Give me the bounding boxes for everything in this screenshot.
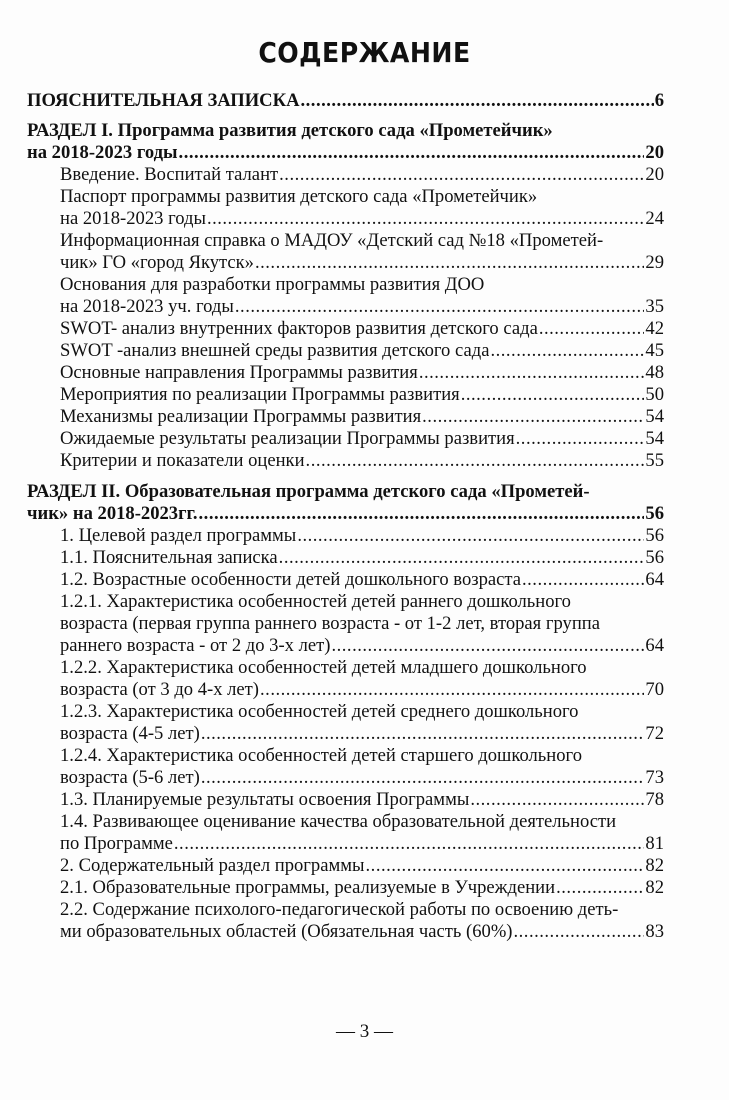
toc-section-entry[interactable]	[27, 120, 664, 164]
toc-entry-text: РАЗДЕЛ I. Программа развития детского сада «Прометейчик»	[27, 120, 553, 141]
dot-leader	[201, 767, 645, 789]
toc-entry[interactable]	[27, 701, 664, 745]
toc-entry-text: по Программе	[60, 833, 173, 854]
toc-entry[interactable]	[27, 745, 664, 789]
toc-page-number: 72	[645, 723, 664, 744]
toc-entry[interactable]	[27, 274, 664, 318]
dot-leader	[207, 208, 644, 230]
toc-entry-text: ми образовательных областей (Обязательная часть (60%)	[60, 921, 513, 942]
toc-entry[interactable]	[27, 230, 664, 274]
toc-page-number: 20	[645, 164, 664, 185]
dot-leader	[490, 340, 644, 362]
toc-entry[interactable]	[27, 384, 664, 406]
dot-leader	[297, 525, 644, 547]
toc-page-number: 64	[645, 635, 664, 656]
toc-page-number: 73	[645, 767, 664, 788]
toc-entry-text: ПОЯСНИТЕЛЬНАЯ ЗАПИСКА	[27, 90, 300, 111]
toc-page-number: 56	[645, 525, 664, 546]
dot-leader	[306, 450, 645, 472]
toc-entry-text: Основания для разработки программы развития ДОО	[60, 274, 485, 295]
dot-leader	[255, 252, 644, 274]
toc-entry-text: 1.2.1. Характеристика особенностей детей раннего дошкольного	[60, 591, 571, 612]
toc-entry[interactable]	[27, 811, 664, 855]
toc-page-number: 82	[645, 855, 664, 876]
dot-leader	[366, 855, 645, 877]
toc-entry[interactable]	[27, 186, 664, 230]
toc-section-entry[interactable]	[27, 90, 664, 112]
toc-entry-text: возраста (5-6 лет)	[60, 767, 200, 788]
toc-entry[interactable]	[27, 428, 664, 450]
toc-entry-text: Механизмы реализации Программы развития	[60, 406, 422, 427]
toc-entry-text: 1.2.2. Характеристика особенностей детей младшего дошкольного	[60, 657, 587, 678]
toc-page-number: 83	[645, 921, 664, 942]
dot-leader	[419, 362, 645, 384]
toc-page-number: 64	[645, 569, 664, 590]
toc-entry-text: чик» на 2018-2023гг.	[27, 503, 198, 524]
dot-leader	[422, 406, 644, 428]
toc-entry-text: раннего возраста - от 2 до 3-х лет)	[60, 635, 331, 656]
toc-page-number: 78	[645, 789, 664, 810]
table-of-contents	[27, 90, 664, 943]
toc-entry-text: на 2018-2023 годы	[60, 208, 206, 229]
toc-entry-text: 1.3. Планируемые результаты освоения Программы	[60, 789, 470, 810]
toc-page-number: 24	[645, 208, 664, 229]
dot-leader	[279, 164, 644, 186]
dot-leader	[470, 789, 644, 811]
toc-entry-text: 1.2.3. Характеристика особенностей детей среднего дошкольного	[60, 701, 579, 722]
page-number: — 3 —	[336, 1021, 393, 1042]
dot-leader	[174, 833, 645, 855]
toc-entry-text: Мероприятия по реализации Программы развития	[60, 384, 460, 405]
dot-leader	[556, 877, 644, 899]
toc-entry[interactable]	[27, 657, 664, 701]
toc-page-number: 81	[645, 833, 664, 854]
toc-entry-text: возраста (4-5 лет)	[60, 723, 200, 744]
toc-entry-text: Информационная справка о МАДОУ «Детский сад №18 «Прометей-	[60, 230, 604, 251]
toc-entry-text: на 2018-2023 годы	[27, 142, 178, 163]
toc-page-number: 54	[645, 428, 664, 449]
page-title: СОДЕРЖАНИЕ	[258, 36, 471, 69]
toc-entry-text: 1. Целевой раздел программы	[60, 525, 297, 546]
toc-entry[interactable]	[27, 547, 664, 569]
toc-page-number: 42	[645, 318, 664, 339]
toc-entry-text: Введение. Воспитай талант	[60, 164, 279, 185]
toc-section-entry[interactable]	[27, 481, 664, 525]
toc-entry[interactable]	[27, 450, 664, 472]
toc-entry-text: 1.2.4. Характеристика особенностей детей старшего дошкольного	[60, 745, 582, 766]
toc-entry[interactable]	[27, 899, 664, 943]
dot-leader	[260, 679, 644, 701]
toc-entry-text: чик» ГО «город Якутск»	[60, 252, 254, 273]
toc-entry-text: Ожидаемые результаты реализации Программы развития	[60, 428, 515, 449]
toc-page-number: 20	[645, 142, 664, 163]
dot-leader	[331, 635, 644, 657]
toc-page-number: 82	[645, 877, 664, 898]
toc-entry-text: 2. Содержательный раздел программы	[60, 855, 365, 876]
dot-leader	[461, 384, 645, 406]
toc-entry-text: 1.4. Развивающее оценивание качества образовательной деятельности	[60, 811, 617, 832]
toc-entry-text: Критерии и показатели оценки	[60, 450, 305, 471]
dot-leader	[514, 921, 645, 943]
toc-entry-text: возраста (первая группа раннего возраста - от 1-2 лет, вторая группа	[60, 613, 600, 634]
dot-leader	[516, 428, 645, 450]
toc-entry-text: Паспорт программы развития детского сада «Прометейчик»	[60, 186, 538, 207]
toc-page-number: 6	[654, 90, 664, 111]
toc-page-number: 29	[645, 252, 664, 273]
toc-page-number: 70	[645, 679, 664, 700]
toc-page-number: 54	[645, 406, 664, 427]
toc-entry-text: SWOT- анализ внутренних факторов развития детского сада	[60, 318, 538, 339]
toc-entry-text: РАЗДЕЛ II. Образовательная программа детского сада «Прометей-	[27, 481, 590, 502]
toc-entry[interactable]	[27, 340, 664, 362]
toc-page-number: 56	[645, 503, 664, 524]
toc-page-number: 45	[645, 340, 664, 361]
toc-entry-text: 2.2. Содержание психолого-педагогической работы по освоению деть-	[60, 899, 619, 920]
toc-entry-text: 2.1. Образовательные программы, реализуемые в Учреждении	[60, 877, 556, 898]
toc-entry-text: SWOT -анализ внешней среды развития детского сада	[60, 340, 490, 361]
toc-page-number: 50	[645, 384, 664, 405]
toc-entry[interactable]	[27, 591, 664, 657]
dot-leader	[301, 90, 654, 112]
toc-entry[interactable]	[27, 164, 664, 186]
toc-entry-text: 1.1. Пояснительная записка	[60, 547, 278, 568]
toc-page-number: 48	[645, 362, 664, 383]
dot-leader	[179, 142, 645, 164]
toc-entry[interactable]	[27, 877, 664, 899]
toc-entry[interactable]	[27, 855, 664, 877]
dot-leader	[539, 318, 645, 340]
toc-entry[interactable]	[27, 789, 664, 811]
toc-page-number: 56	[645, 547, 664, 568]
toc-entry-text: 1.2. Возрастные особенности детей дошкольного возраста	[60, 569, 521, 590]
toc-entry[interactable]	[27, 569, 664, 591]
toc-entry-text: возраста (от 3 до 4-х лет)	[60, 679, 260, 700]
toc-entry[interactable]	[27, 406, 664, 428]
toc-entry-text: Основные направления Программы развития	[60, 362, 418, 383]
dot-leader	[522, 569, 644, 591]
toc-page-number: 55	[645, 450, 664, 471]
toc-entry-text: на 2018-2023 уч. годы	[60, 296, 234, 317]
toc-entry[interactable]	[27, 525, 664, 547]
toc-entry[interactable]	[27, 362, 664, 384]
dot-leader	[199, 503, 645, 525]
dot-leader	[235, 296, 645, 318]
toc-entry[interactable]	[27, 318, 664, 340]
dot-leader	[201, 723, 645, 745]
dot-leader	[279, 547, 645, 569]
toc-page-number: 35	[645, 296, 664, 317]
